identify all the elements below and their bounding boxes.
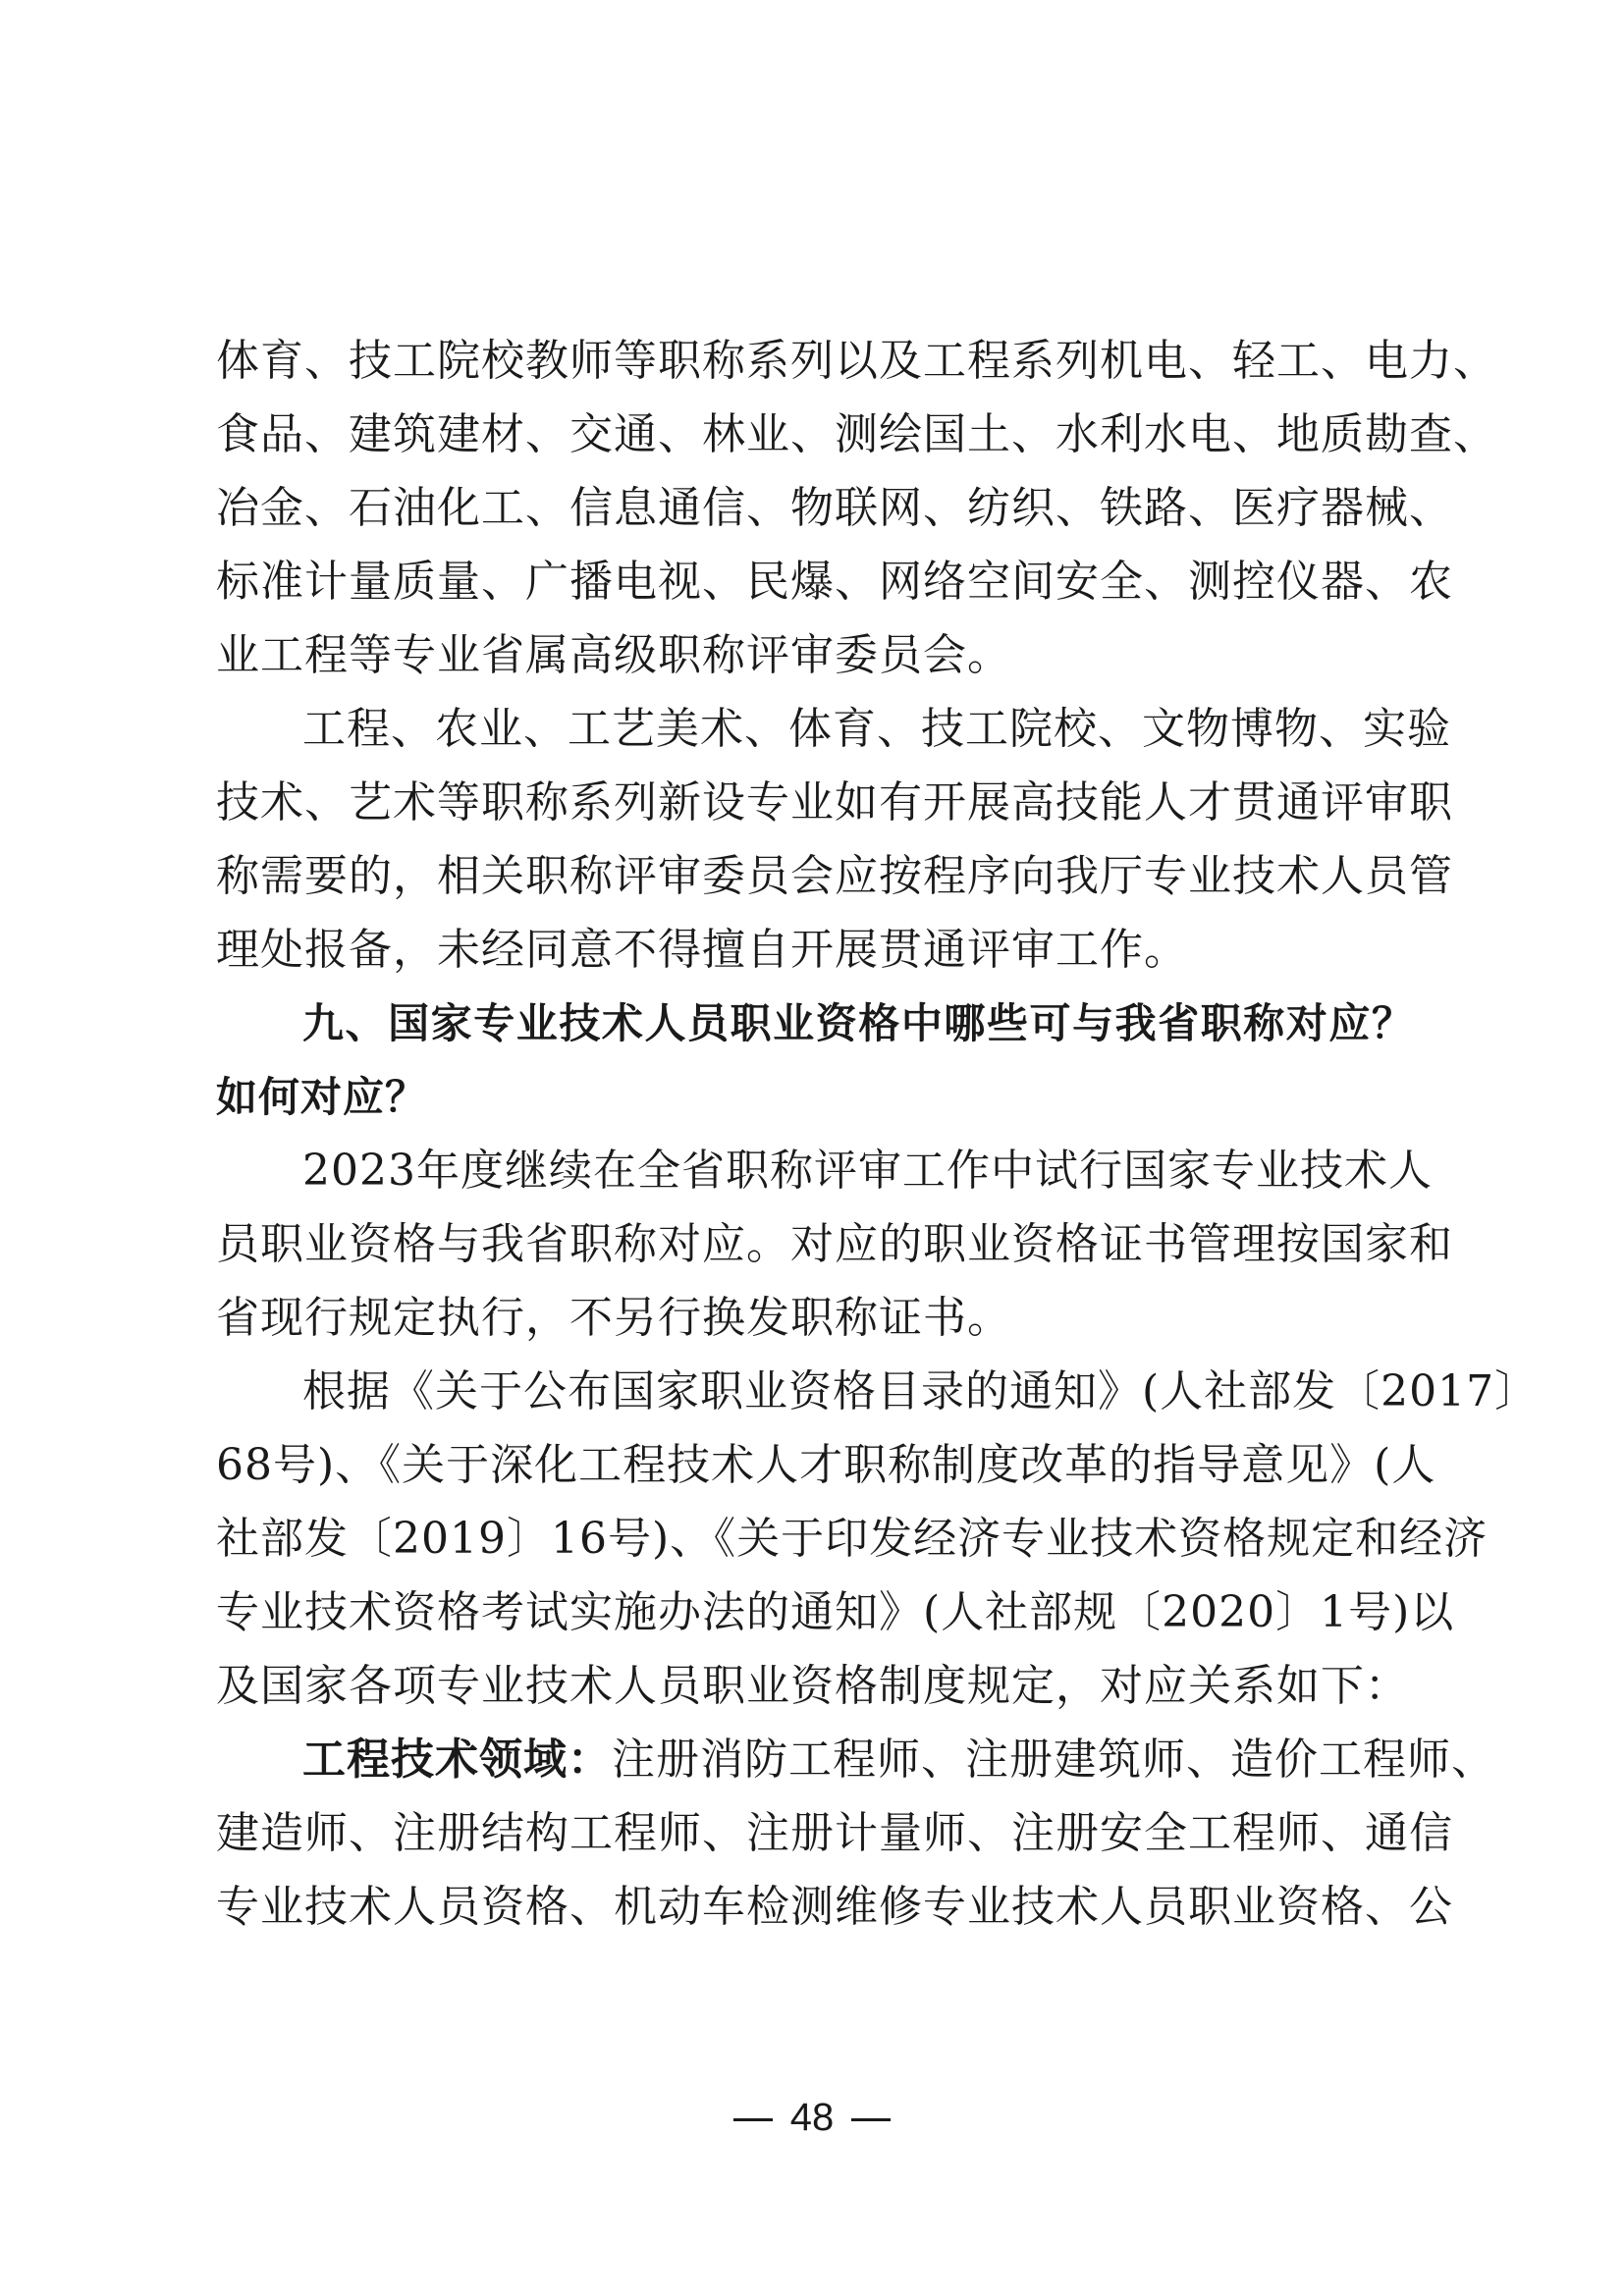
paragraph-line: 及国家各项专业技术人员职业资格制度规定，对应关系如下： xyxy=(216,1661,1409,1711)
paragraph-line: 建造师、注册结构工程师、注册计量师、注册安全工程师、通信 xyxy=(216,1808,1453,1858)
paragraph-line: 称需要的，相关职称评审委员会应按程序向我厅专业技术人员管 xyxy=(216,851,1453,901)
section-heading: 九、国家专业技术人员职业资格中哪些可与我省职称对应？ xyxy=(302,999,1414,1047)
dash-right xyxy=(851,2118,891,2121)
paragraph-line: 专业技术人员资格、机动车检测维修专业技术人员职业资格、公 xyxy=(216,1882,1453,1932)
paragraph-line: 省现行规定执行，不另行换发职称证书。 xyxy=(216,1293,1011,1343)
paragraph-line: 标准计量质量、广播电视、民爆、网络空间安全、测控仪器、农 xyxy=(216,557,1453,607)
paragraph-line: 社部发〔2019〕16号)、《关于印发经济专业技术资格规定和经济 xyxy=(216,1514,1489,1564)
paragraph-line: 根据《关于公布国家职业资格目录的通知》(人社部发〔2017〕 xyxy=(302,1366,1540,1416)
paragraph-line: 68号)、《关于深化工程技术人才职称制度改革的指导意见》(人 xyxy=(216,1440,1436,1490)
section-heading: 如何对应？ xyxy=(216,1073,428,1121)
paragraph-line: 冶金、石油化工、信息通信、物联网、纺织、铁路、医疗器械、 xyxy=(216,483,1453,533)
paragraph-line: 2023年度继续在全省职称评审工作中试行国家专业技术人 xyxy=(302,1146,1433,1196)
paragraph-line: 员职业资格与我省职称对应。对应的职业资格证书管理按国家和 xyxy=(216,1219,1453,1269)
page-number: 48 xyxy=(789,2096,835,2139)
document-body xyxy=(216,324,1540,1944)
paragraph-line: 理处报备，未经同意不得擅自开展贯通评审工作。 xyxy=(216,925,1188,975)
page-footer xyxy=(0,2096,1624,2140)
paragraph-line: 体育、技工院校教师等职称系列以及工程系列机电、轻工、电力、 xyxy=(216,336,1497,386)
paragraph-line: 食品、建筑建材、交通、林业、测绘国土、水利水电、地质勘查、 xyxy=(216,409,1497,459)
paragraph-line: 专业技术资格考试实施办法的通知》(人社部规〔2020〕1号)以 xyxy=(216,1587,1455,1637)
dash-left xyxy=(733,2118,773,2121)
engineering-field-text: 注册消防工程师、注册建筑师、造价工程师、 xyxy=(612,1735,1495,1785)
paragraph-line: 工程、农业、工艺美术、体育、技工院校、文物博物、实验 xyxy=(302,704,1451,754)
paragraph-line xyxy=(216,1723,1495,1796)
paragraph-line: 业工程等专业省属高级职称评审委员会。 xyxy=(216,630,1011,680)
engineering-field-label: 工程技术领域： xyxy=(302,1735,612,1785)
paragraph-line: 技术、艺术等职称系列新设专业如有开展高技能人才贯通评审职 xyxy=(216,777,1453,828)
